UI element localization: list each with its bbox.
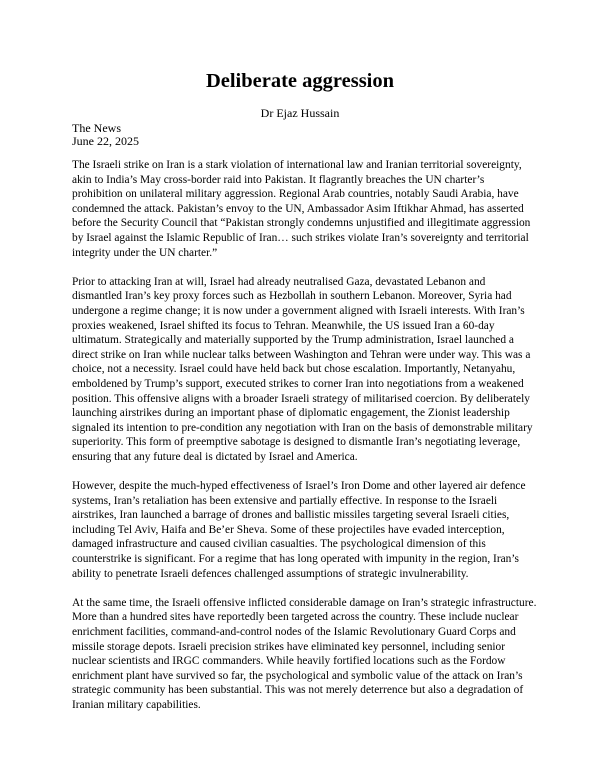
article-paragraph-1: The Israeli strike on Iran is a stark violation of international law and Iranian territorial sovereignty, akin to India’s May cross-border raid into Pakistan. It flagrantly breaches the UN charter’s prohibition on unilateral military aggression. Regional Arab countries, notably Saudi Arabia, have condemned the attack. Pakistan’s envoy to the UN, Ambassador Asim Iftikhar Ahmad, has asserted before the Security Council that “Pakistan strongly condemns unjustified and illegitimate aggression by Israel against the Islamic Republic of Iran… such strikes violate Iran’s sovereignty and territorial integrity under the UN charter.” <box>72 159 531 259</box>
article-paragraph-4: At the same time, the Israeli offensive inflicted considerable damage on Iran’s strategic infrastructure. More than a hundred sites have reportedly been targeted across the country. These include nuclear enrichment facilities, command-and-control nodes of the Islamic Revolutionary Guard Corps and missile storage depots. Israeli precision strikes have eliminated key personnel, including senior nuclear scientists and IRGC commanders. While heavily fortified locations such as the Fordow enrichment plant have survived so far, the psychological and symbolic value of the attack on Iran’s strategic community has been substantial. This was not merely deterrence but also a degradation of Iranian military capabilities. <box>72 596 537 711</box>
article-source: The News <box>72 121 121 135</box>
article-title: Deliberate aggression <box>205 70 395 92</box>
article-body <box>72 158 537 727</box>
article-date: June 22, 2025 <box>72 134 139 148</box>
article-paragraph-3: However, despite the much-hyped effectiveness of Israel’s Iron Dome and other layered air defence systems, Iran’s retaliation has been extensive and partially effective. In response to the Israeli airstrikes, Iran launched a barrage of drones and ballistic missiles targeting several Israeli cities, including Tel Aviv, Haifa and Be’er Sheva. Some of these projectiles have evaded interception, damaged infrastructure and caused civilian casualties. The psychological dimension of this counterstrike is significant. For a regime that has long operated with impunity in the region, Iran’s ability to penetrate Israeli defences challenged assumptions of strategic invulnerability. <box>72 480 526 580</box>
article-paragraph-2: Prior to attacking Iran at will, Israel had already neutralised Gaza, devastated Lebanon and dismantled Iran’s key proxy forces such as Hezbollah in southern Lebanon. Moreover, Syria had undergone a regime change; it is now under a government aligned with Israeli interests. With Iran’s proxies weakened, Israel shifted its focus to Tehran. Meanwhile, the US issued Iran a 60-day ultimatum. Strategically and materially supported by the Trump administration, Israel launched a direct strike on Iran while nuclear talks between Washington and Tehran were under way. This was a choice, not a necessity. Israel could have held back but chose escalation. Importantly, Netanyahu, emboldened by Trump’s support, executed strikes to corner Iran into negotiations from a weakened position. This offensive aligns with a broader Israeli strategy of militarised coercion. By deliberately launching airstrikes during an important phase of diplomatic engagement, the Zionist leadership signaled its intention to pre-condition any negotiation with Iran on the basis of demonstrable military superiority. This form of preemptive sabotage is designed to dismantle Iran’s negotiating leverage, ensuring that any future deal is dictated by Israel and America. <box>72 275 533 463</box>
article-author: Dr Ejaz Hussain <box>260 106 340 120</box>
